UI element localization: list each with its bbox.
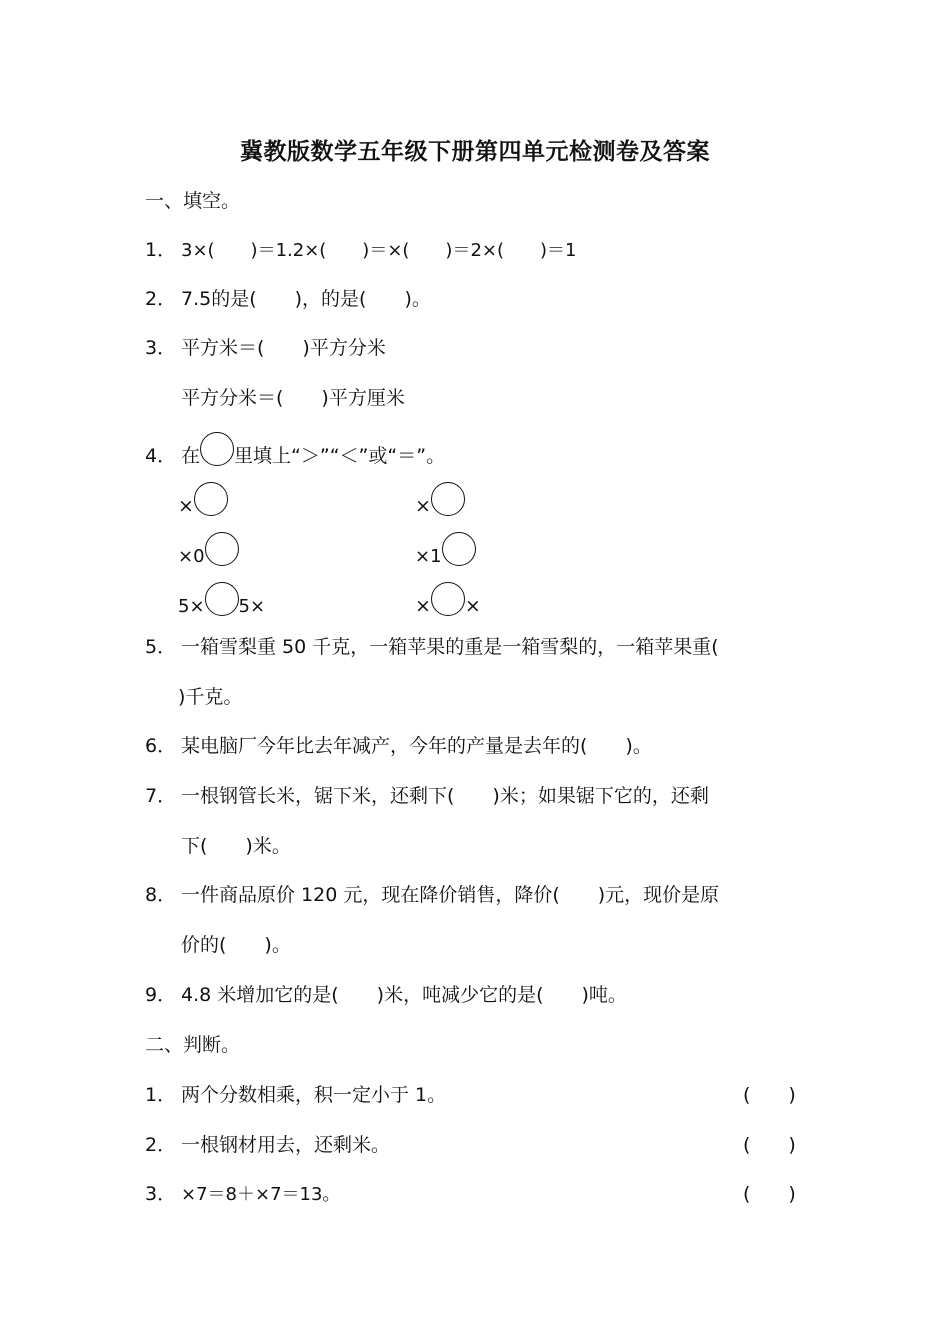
comparison-item — [178, 482, 228, 521]
question-3 — [145, 333, 386, 363]
question-text: 3×( )＝1.2×( )＝×( )＝2×( )＝1 — [181, 240, 577, 261]
question-text: 一根钢管长米，锯下米，还剩下( )米；如果锯下它的，还剩 — [181, 785, 709, 807]
comparison-left: × — [178, 495, 194, 517]
judge-item — [145, 1179, 340, 1210]
answer-circle[interactable] — [205, 582, 239, 616]
question-number: 2． — [145, 1134, 177, 1156]
page-title: 冀教版数学五年级下册第四单元检测卷及答案 — [240, 139, 710, 165]
question-text: 一箱雪梨重 50 千克，一箱苹果的重是一箱雪梨的，一箱苹果重( — [181, 636, 719, 658]
comparison-left: × — [415, 595, 431, 617]
answer-circle[interactable] — [431, 582, 465, 616]
section-heading-judge: 二、判断。 — [145, 1034, 241, 1056]
question-text: 一根钢材用去，还剩米。 — [181, 1134, 391, 1156]
question-text: 4.8 米增加它的是( )米，吨减少它的是( )吨。 — [181, 984, 627, 1006]
comparison-circle-icon — [200, 432, 234, 466]
question-number: 4． — [145, 445, 177, 467]
comparison-left: × — [415, 495, 431, 517]
question-text-pre: 在 — [181, 445, 201, 467]
question-number: 3． — [145, 1183, 177, 1205]
answer-parentheses[interactable]: ( ) — [743, 1183, 796, 1205]
question-number: 2． — [145, 288, 177, 310]
comparison-item — [415, 532, 476, 572]
question-text: 两个分数相乘，积一定小于 1。 — [181, 1084, 447, 1106]
question-3-line-2: 平方分米＝( )平方厘米 — [181, 387, 405, 409]
question-5 — [145, 632, 719, 662]
answer-circle[interactable] — [205, 532, 239, 566]
comparison-item — [415, 482, 465, 521]
answer-circle[interactable] — [442, 532, 476, 566]
comparison-right: × — [464, 595, 481, 617]
judge-item — [145, 1130, 390, 1160]
question-7-line-2: 下( )米。 — [181, 835, 291, 857]
comparison-item — [415, 582, 481, 621]
question-number: 3． — [145, 337, 177, 359]
answer-circle[interactable] — [431, 482, 465, 516]
question-9 — [145, 980, 627, 1010]
question-text: 某电脑厂今年比去年减产，今年的产量是去年的( )。 — [181, 735, 652, 757]
comparison-left: ×1 — [415, 546, 442, 567]
question-text: 一件商品原价 120 元，现在降价销售，降价( )元，现价是原 — [181, 884, 720, 906]
comparison-left: 5× — [178, 596, 205, 617]
question-7 — [145, 781, 709, 811]
comparison-item — [178, 532, 239, 572]
question-text-post: 里填上“＞”“＜”或“＝”。 — [234, 445, 446, 467]
question-number: 5． — [145, 636, 177, 658]
question-6 — [145, 731, 652, 761]
question-1 — [145, 235, 577, 266]
comparison-left: ×0 — [178, 546, 205, 567]
question-number: 1． — [145, 239, 177, 261]
judge-item — [145, 1080, 446, 1110]
question-text: ×7＝8＋×7＝13。 — [181, 1184, 341, 1205]
answer-parentheses[interactable]: ( ) — [743, 1134, 796, 1156]
question-number: 6． — [145, 735, 177, 757]
question-2 — [145, 284, 431, 314]
answer-parentheses[interactable]: ( ) — [743, 1084, 796, 1106]
question-text: 7.5的是( )，的是( )。 — [181, 288, 431, 310]
question-8-line-2: 价的( )。 — [181, 934, 291, 956]
section-heading-fill-blank: 一、填空。 — [145, 190, 241, 212]
answer-circle[interactable] — [194, 482, 228, 516]
comparison-right: 5× — [238, 596, 266, 617]
question-4 — [145, 432, 445, 471]
question-number: 8． — [145, 884, 177, 906]
question-number: 1． — [145, 1084, 177, 1106]
question-text: 平方米＝( )平方分米 — [181, 337, 386, 359]
question-number: 7． — [145, 785, 177, 807]
comparison-item — [178, 582, 265, 622]
question-8 — [145, 880, 719, 910]
question-number: 9． — [145, 984, 177, 1006]
question-5-line-2: )千克。 — [178, 686, 243, 708]
